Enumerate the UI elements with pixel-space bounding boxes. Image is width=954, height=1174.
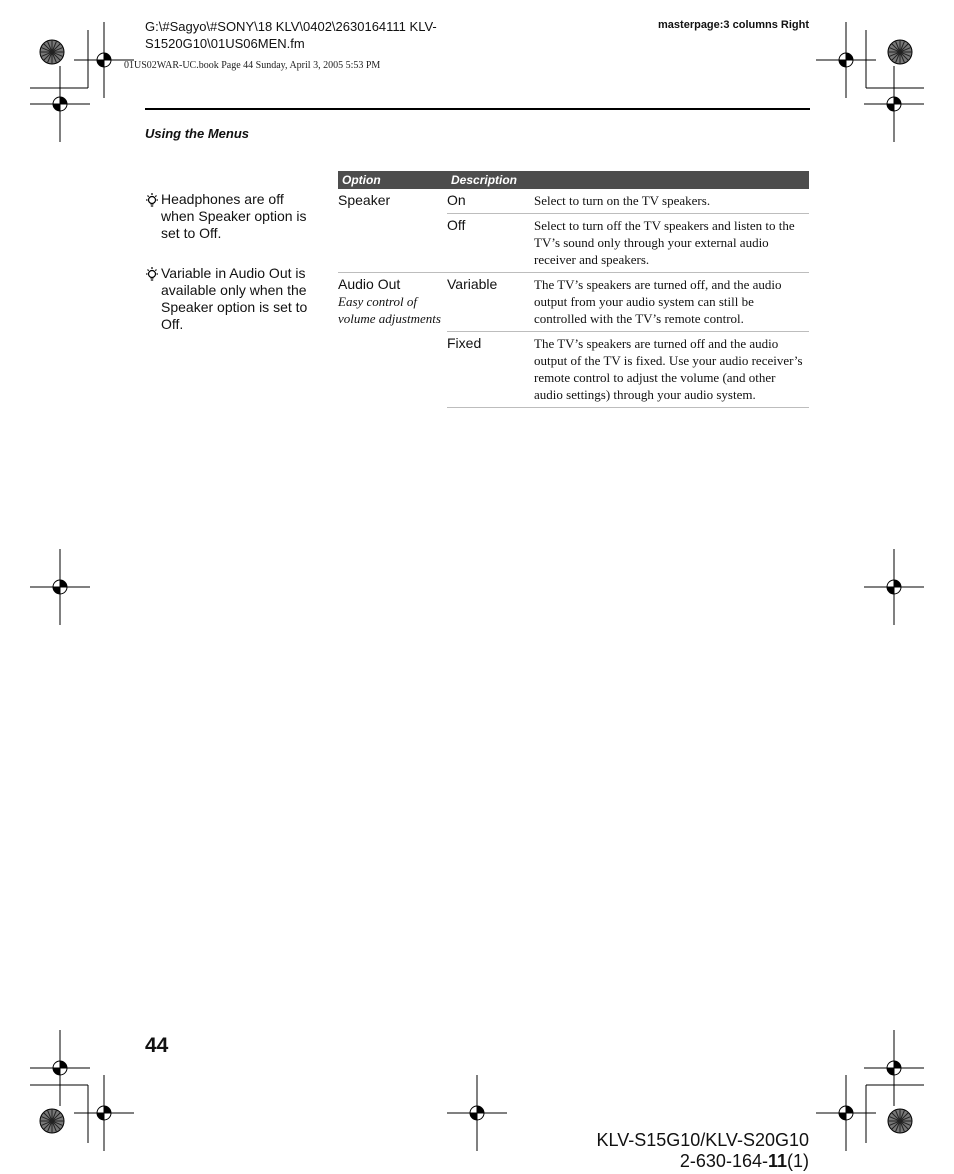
table-row bbox=[338, 273, 809, 332]
part-number bbox=[597, 1151, 809, 1172]
file-path-line-1: G:\#Sagyo\#SONY\18 KLV\0402\2630164111 KLV- bbox=[145, 19, 437, 34]
description-fixed: The TV’s speakers are turned off and the audio output of the TV is fixed. Use your audio receiver’s remote control to adjust the volume (and other audio settings) through your audio system. bbox=[534, 332, 809, 408]
setting-off: Off bbox=[447, 214, 534, 273]
model-info bbox=[597, 1130, 809, 1172]
option-audio-out-label: Audio Out bbox=[338, 276, 401, 292]
description-variable: The TV’s speakers are turned off, and the audio output from your audio system can still be controlled with the TV’s remote control. bbox=[534, 273, 809, 332]
setting-fixed: Fixed bbox=[447, 332, 534, 408]
table-row bbox=[338, 189, 809, 214]
masterpage-label: masterpage:3 columns Right bbox=[658, 19, 809, 31]
setting-on: On bbox=[447, 192, 466, 208]
section-title: Using the Menus bbox=[145, 126, 250, 141]
model-number: KLV-S15G10/KLV-S20G10 bbox=[596, 1130, 809, 1150]
tip-variable-audio-out bbox=[145, 265, 315, 333]
option-audio-out-subtitle: Easy control of volume adjustments bbox=[338, 294, 441, 326]
table-header-row bbox=[338, 171, 809, 189]
part-number-prefix: 2-630-164- bbox=[679, 1151, 768, 1171]
column-header-description: Description bbox=[447, 171, 809, 189]
description-off: Select to turn off the TV speakers and listen to the TV’s sound only through your external audio receiver and speakers. bbox=[534, 214, 809, 273]
part-number-suffix: (1) bbox=[787, 1151, 809, 1171]
book-info: 01US02WAR-UC.book Page 44 Sunday, April 3, 2005 5:53 PM bbox=[124, 60, 381, 71]
page-number: 44 bbox=[145, 1034, 169, 1057]
header-rule bbox=[145, 108, 810, 110]
options-table bbox=[338, 171, 809, 408]
column-header-option: Option bbox=[338, 171, 447, 189]
option-speaker: Speaker bbox=[338, 192, 391, 208]
option-audio-out bbox=[338, 273, 447, 408]
lightbulb-icon bbox=[145, 192, 161, 242]
description-on: Select to turn on the TV speakers. bbox=[534, 193, 711, 208]
tip-text: Variable in Audio Out is available only when the Speaker option is set to Off. bbox=[161, 265, 308, 332]
part-number-bold: 11 bbox=[767, 1151, 787, 1171]
tip-headphones bbox=[145, 191, 315, 242]
file-path-line-2: S1520G10\01US06MEN.fm bbox=[145, 36, 305, 51]
setting-variable: Variable bbox=[447, 273, 534, 332]
tip-text: Headphones are off when Speaker option is set to Off. bbox=[161, 191, 307, 241]
lightbulb-icon bbox=[145, 266, 161, 333]
